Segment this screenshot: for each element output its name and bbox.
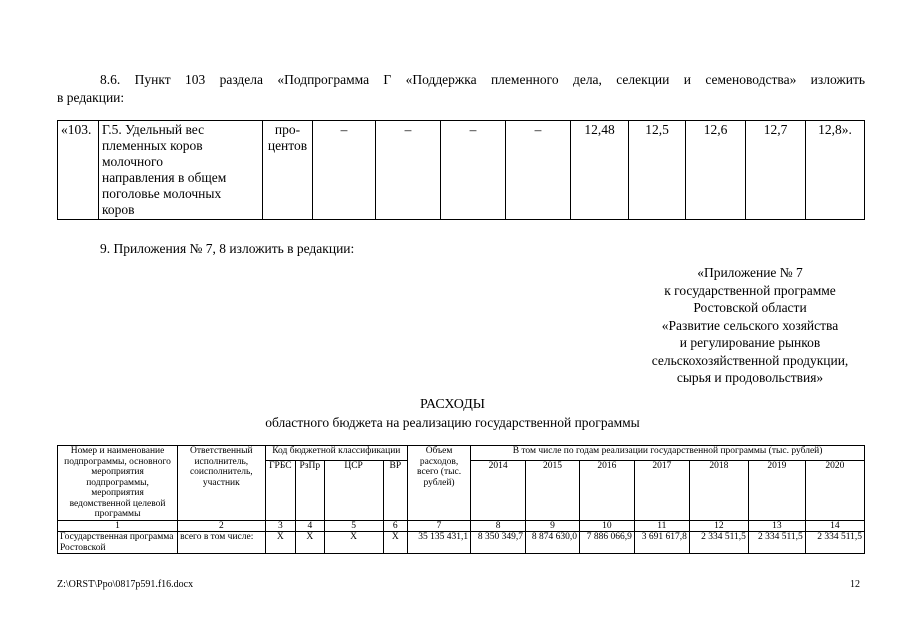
- footer-file-path: Z:\ORST\Ppo\0817p591.f16.docx: [57, 579, 194, 590]
- header-total: Объем расходов, всего (тыс. рублей): [408, 446, 471, 521]
- table-header-row: [58, 446, 865, 461]
- header-budget-code: Код бюджетной классификации: [265, 446, 407, 461]
- header-grbs: ГРБС: [265, 460, 296, 520]
- page-number: 12: [850, 579, 860, 590]
- indicator-table: [57, 120, 865, 220]
- year-value: 8 874 630,0: [526, 532, 580, 554]
- value-cell: 12,8».: [806, 121, 865, 220]
- indicator-name-line: племенных коров: [102, 138, 203, 153]
- year-value: 2 334 511,5: [748, 532, 805, 554]
- column-number: 8: [471, 520, 526, 532]
- appendix-line: Ростовской области: [693, 300, 807, 315]
- indicator-name-line: молочного: [102, 154, 163, 169]
- value-cell: 12,5: [629, 121, 686, 220]
- year-value: 2 334 511,5: [689, 532, 748, 554]
- rzpr-cell: Х: [296, 532, 324, 554]
- column-number: 13: [748, 520, 805, 532]
- indicator-name: [99, 121, 263, 220]
- value-dash: –: [313, 121, 376, 220]
- unit-cell: [263, 121, 313, 220]
- year-value: 2 334 511,5: [805, 532, 864, 554]
- column-number: 9: [526, 520, 580, 532]
- value-dash: –: [376, 121, 441, 220]
- paragraph-8-6-line1: 8.6. Пункт 103 раздела «Подпрограмма Г «Поддержка племенного дела, селекции и семеноводства» изложить: [100, 72, 865, 87]
- document-subtitle: областного бюджета на реализацию государственной программы: [265, 415, 640, 430]
- indicator-name-line: коров: [102, 202, 135, 217]
- header-year: 2018: [689, 460, 748, 520]
- paragraph-9: 9. Приложения № 7, 8 изложить в редакции:: [100, 241, 355, 256]
- year-value: 8 350 349,7: [471, 532, 526, 554]
- unit-line: центов: [267, 138, 308, 153]
- column-number: 2: [178, 520, 266, 532]
- csr-cell: Х: [324, 532, 383, 554]
- column-number: 5: [324, 520, 383, 532]
- responsible: всего в том числе:: [178, 532, 266, 554]
- value-cell: 12,7: [746, 121, 806, 220]
- header-year: 2014: [471, 460, 526, 520]
- header-vr: ВР: [383, 460, 407, 520]
- value-cell: 12,6: [686, 121, 746, 220]
- appendix-header: [610, 264, 890, 387]
- header-years: В том числе по годам реализации государственной программы (тыс. рублей): [471, 446, 865, 461]
- program-name: Государственная программа Ростовской: [58, 532, 178, 554]
- indicator-name-line: Г.5. Удельный вес: [102, 122, 205, 137]
- header-year: 2020: [805, 460, 864, 520]
- grbs-cell: Х: [265, 532, 296, 554]
- appendix-line: сельскохозяйственной продукции,: [651, 352, 849, 368]
- appendix-line: сырья и продовольствия»: [676, 370, 824, 385]
- header-year: 2015: [526, 460, 580, 520]
- column-number: 12: [689, 520, 748, 532]
- header-year: 2017: [634, 460, 689, 520]
- year-value: 7 886 066,9: [579, 532, 634, 554]
- column-number: 3: [265, 520, 296, 532]
- value-cell: 12,48: [571, 121, 629, 220]
- column-number: 11: [634, 520, 689, 532]
- row-number: «103.: [58, 121, 99, 220]
- value-dash: –: [506, 121, 571, 220]
- table-row: [58, 532, 865, 554]
- expenses-table: [57, 445, 865, 554]
- vr-cell: Х: [383, 532, 407, 554]
- year-value: 3 691 617,8: [634, 532, 689, 554]
- paragraph-8-6-line2: в редакции:: [57, 90, 125, 105]
- header-year: 2016: [579, 460, 634, 520]
- column-number: 10: [579, 520, 634, 532]
- appendix-line: «Развитие сельского хозяйства: [661, 317, 839, 333]
- value-dash: –: [441, 121, 506, 220]
- indicator-name-line: поголовье молочных: [102, 186, 222, 201]
- header-name: Номер и наименование подпрограммы, основного мероприятия подпрограммы, мероприятия ведомственной целевой программы: [58, 446, 178, 521]
- unit-line: про-: [274, 122, 301, 137]
- column-number: 7: [408, 520, 471, 532]
- appendix-line: и регулирование рынков: [679, 335, 821, 350]
- appendix-line: к государственной программе: [664, 282, 836, 298]
- column-number: 14: [805, 520, 864, 532]
- header-year: 2019: [748, 460, 805, 520]
- header-rzpr: РзПр: [296, 460, 324, 520]
- indicator-name-line: направления в общем: [102, 170, 227, 185]
- column-number: 4: [296, 520, 324, 532]
- header-responsible: Ответственный исполнитель, соисполнитель, участник: [178, 446, 266, 521]
- table-row-103: [58, 121, 865, 220]
- document-title: РАСХОДЫ: [420, 397, 485, 412]
- appendix-line: «Приложение № 7: [697, 265, 803, 280]
- total-cell: 35 135 431,1: [408, 532, 471, 554]
- header-csr: ЦСР: [324, 460, 383, 520]
- column-number: 1: [58, 520, 178, 532]
- column-number-row: [58, 520, 865, 532]
- column-number: 6: [383, 520, 407, 532]
